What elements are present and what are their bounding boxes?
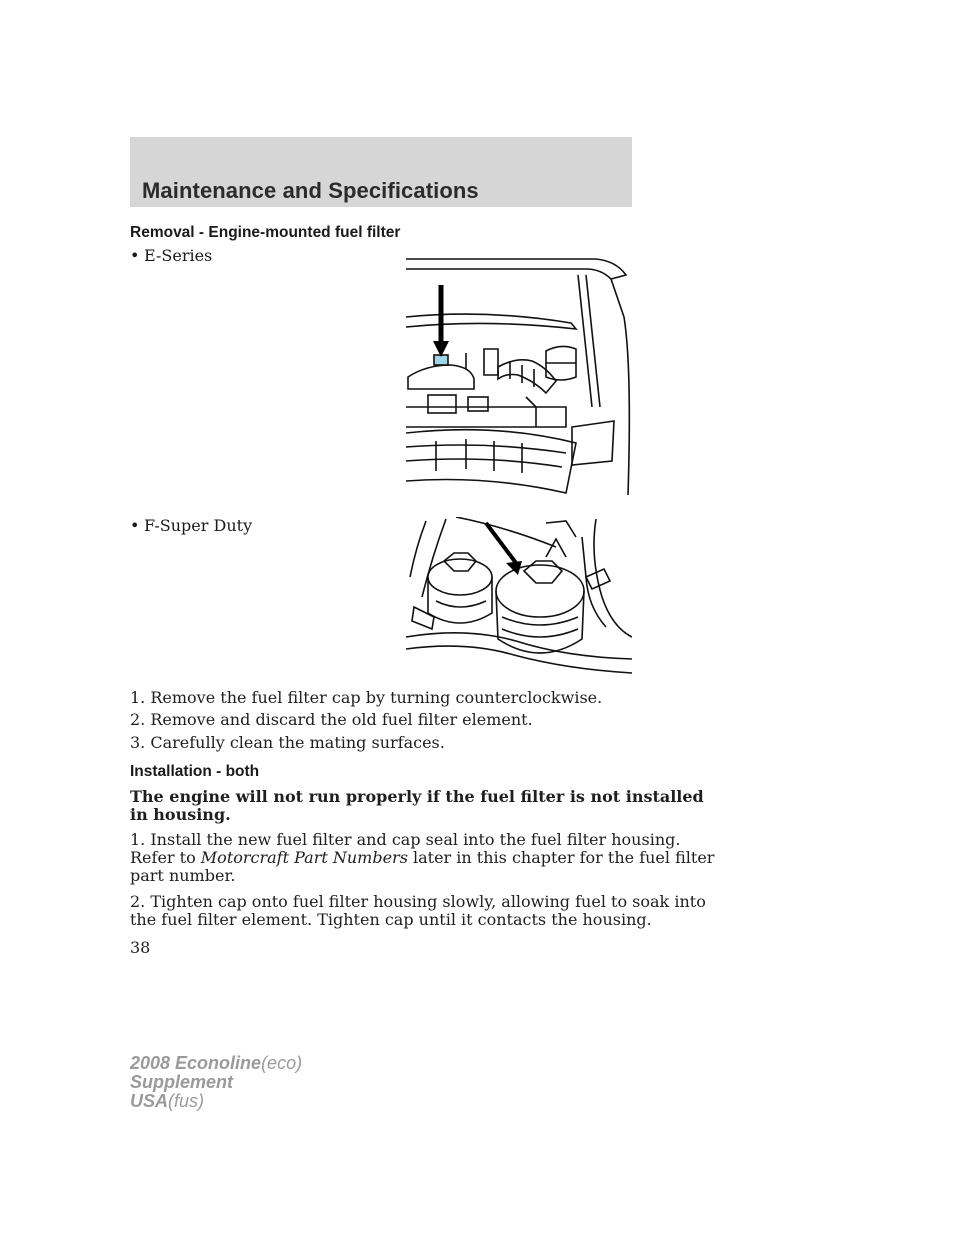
section-heading-installation: Installation - both [130, 763, 260, 780]
section-heading-removal: Removal - Engine-mounted fuel filter [130, 224, 401, 241]
install-step-1-line-2: Refer to Motorcraft Part Numbers later in this chapter for the fuel filter [130, 848, 715, 867]
bullet-e-series: • E-Series [130, 246, 213, 265]
warning-line-2: in housing. [130, 805, 231, 824]
bullet-f-super-duty: • F-Super Duty [130, 516, 253, 535]
removal-step-3: 3. Carefully clean the mating surfaces. [130, 733, 445, 752]
warning-line-1: The engine will not run properly if the fuel filter is not installed [130, 787, 704, 806]
removal-step-1: 1. Remove the fuel filter cap by turning counterclockwise. [130, 688, 603, 707]
page-title: Maintenance and Specifications [142, 178, 479, 203]
page-number: 38 [130, 938, 151, 957]
install-step-1-line-3: part number. [130, 866, 236, 885]
part-numbers-reference: Motorcraft Part Numbers [200, 848, 408, 867]
footer-line-2: Supplement [130, 1072, 234, 1092]
install-step-2-line-1: 2. Tighten cap onto fuel filter housing slowly, allowing fuel to soak into [130, 892, 706, 911]
footer-line-3: USA(fus) [130, 1091, 205, 1111]
f-super-duty-filter-illustration [406, 517, 632, 677]
removal-step-2: 2. Remove and discard the old fuel filter element. [130, 710, 533, 729]
install-step-2-line-2: the fuel filter element. Tighten cap until it contacts the housing. [130, 910, 652, 929]
e-series-engine-illustration [406, 257, 632, 495]
bullet-dot: • [130, 516, 140, 535]
bullet-dot: • [130, 246, 140, 265]
install-step-1-line-1: 1. Install the new fuel filter and cap seal into the fuel filter housing. [130, 830, 681, 849]
document-footer [130, 1054, 302, 1111]
footer-line-1: 2008 Econoline(eco) [130, 1053, 303, 1073]
